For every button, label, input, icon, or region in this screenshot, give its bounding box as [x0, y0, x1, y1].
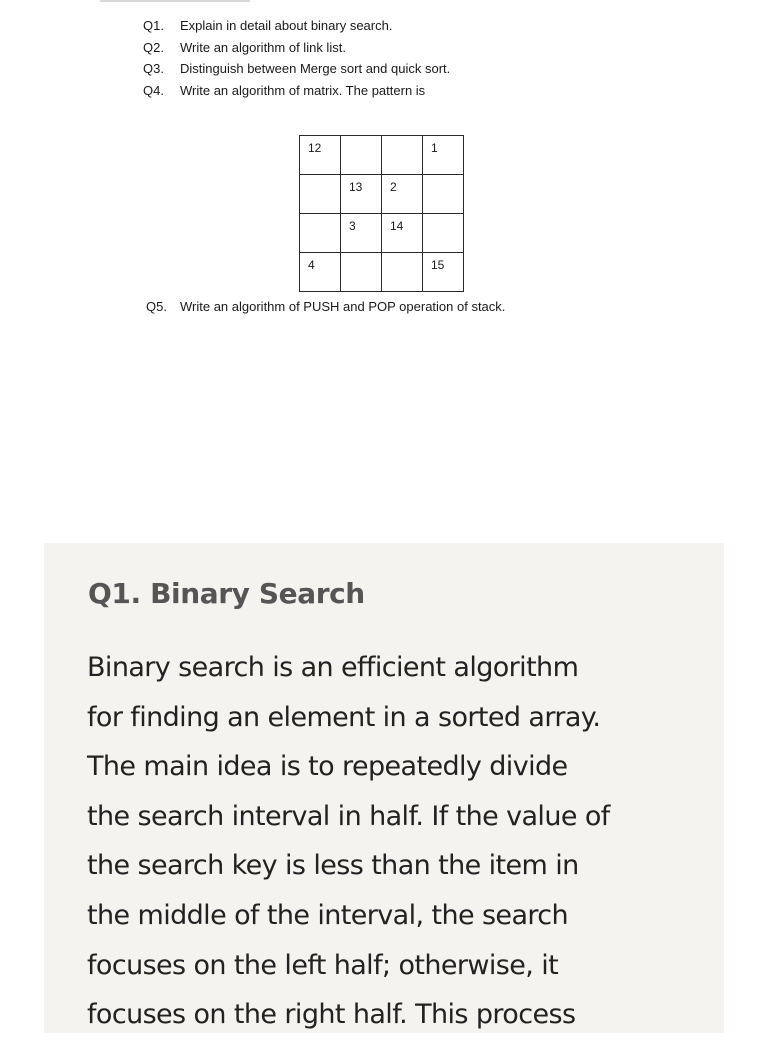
question-5: [146, 296, 505, 318]
question-number: Q3.: [143, 61, 164, 76]
matrix-cell: [341, 253, 382, 292]
question-text: Write an algorithm of link list.: [180, 39, 346, 55]
answer-body: [87, 643, 717, 1040]
answer-line: the search interval in half. If the value of: [87, 800, 610, 832]
answer-card: [44, 543, 724, 1033]
answer-title: Q1. Binary Search: [88, 577, 365, 610]
matrix-row: [300, 175, 464, 214]
matrix-cell: 4: [300, 253, 341, 292]
matrix-cell: [382, 136, 423, 175]
matrix-cell: 14: [382, 214, 423, 253]
question-3: [143, 58, 663, 80]
matrix-cell: 1: [423, 136, 464, 175]
matrix-row: [300, 253, 464, 292]
question-1: [143, 15, 663, 37]
question-number: Q5.: [146, 299, 167, 314]
answer-line: Binary search is an efficient algorithm: [87, 652, 579, 683]
matrix-row: [300, 214, 464, 253]
matrix-cell: 2: [382, 175, 423, 214]
matrix-cell: [423, 214, 464, 253]
matrix-cell: [423, 175, 464, 214]
question-number: Q4.: [143, 82, 164, 98]
question-text: Write an algorithm of matrix. The pattern is: [180, 82, 426, 98]
answer-line: focuses on the left half; otherwise, it: [87, 949, 559, 981]
top-divider: [100, 0, 250, 2]
question-text: Explain in detail about binary search.: [180, 18, 393, 33]
question-number: Q1.: [143, 18, 164, 33]
matrix-pattern-table: [299, 135, 464, 292]
answer-line: The main idea is to repeatedly divide: [87, 751, 568, 783]
question-number: Q2.: [143, 39, 164, 55]
matrix-row: [300, 136, 464, 175]
matrix-cell: [300, 175, 341, 214]
question-text: Distinguish between Merge sort and quick sort.: [180, 61, 451, 76]
matrix-cell: 12: [300, 136, 341, 175]
question-text: Write an algorithm of PUSH and POP operation of stack.: [180, 299, 506, 314]
answer-line: for finding an element in a sorted array.: [87, 701, 601, 733]
matrix-cell: [300, 214, 341, 253]
answer-line: the search key is less than the item in: [87, 850, 579, 882]
answer-line: focuses on the right half. This process: [87, 999, 576, 1031]
matrix-cell: 3: [341, 214, 382, 253]
matrix-cell: [341, 136, 382, 175]
question-2: [143, 37, 663, 59]
question-4: [143, 80, 663, 102]
answer-line: the middle of the interval, the search: [87, 899, 569, 931]
question-list: [143, 15, 663, 101]
matrix-cell: 13: [341, 175, 382, 214]
matrix-cell: [382, 253, 423, 292]
matrix-cell: 15: [423, 253, 464, 292]
